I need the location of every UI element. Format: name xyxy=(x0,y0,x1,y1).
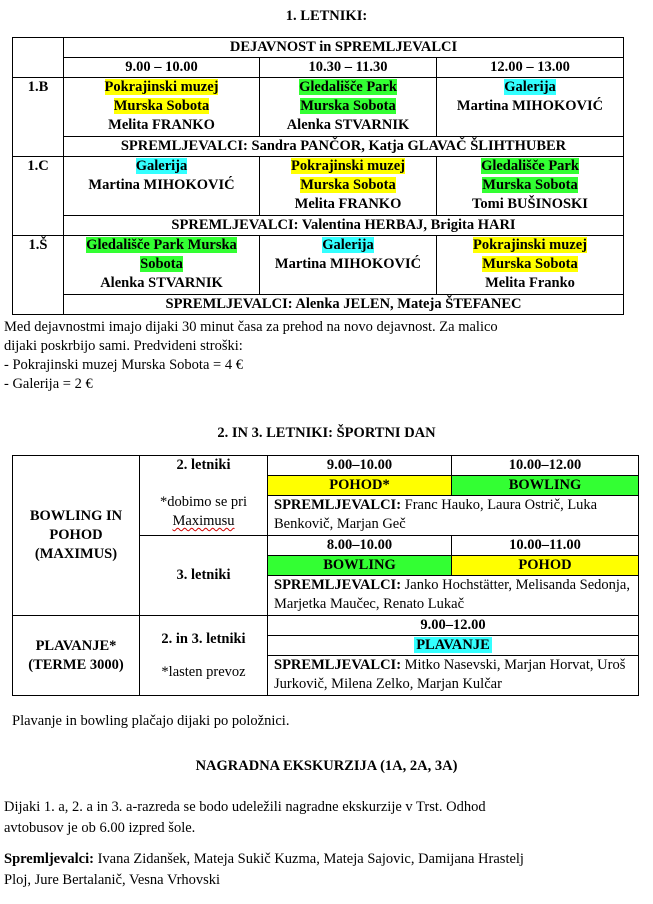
year3-companions xyxy=(268,576,639,616)
activity-bowling: BOWLING xyxy=(452,476,639,496)
companions-label: Spremljevalci: xyxy=(4,851,94,867)
section2-title: 2. IN 3. LETNIKI: ŠPORTNI DAN xyxy=(217,425,436,441)
teacher-name: Melita FRANKO xyxy=(108,117,215,133)
teacher-name: Melita FRANKO xyxy=(294,196,402,212)
bowling-label-line: BOWLING IN xyxy=(29,508,123,524)
place-name: Murska Sobota xyxy=(113,98,210,114)
companions-label: SPREMLJEVALCI: xyxy=(274,497,402,513)
place-name: Pokrajinski muzej xyxy=(291,158,405,174)
place-name: Murska Sobota xyxy=(300,177,396,193)
activity-cell xyxy=(64,236,260,295)
paragraph-line: Dijaki 1. a, 2. a in 3. a-razreda se bodo udeležili nagradne ekskurzije v Trst. Odhod xyxy=(4,799,486,815)
teacher-name: Alenka STVARNIK xyxy=(100,275,223,291)
place-name: Pokrajinski muzej xyxy=(104,79,219,95)
activity-pohod: POHOD xyxy=(452,556,639,576)
year2-note: *dobimo se pri xyxy=(160,494,247,510)
activity-cell xyxy=(260,78,437,137)
teacher-name: Alenka STVARNIK xyxy=(286,117,410,133)
place-name: Murska Sobota xyxy=(482,177,578,193)
class-label-1c: 1.C xyxy=(13,157,64,236)
swimming-label-line: PLAVANJE* xyxy=(35,637,117,654)
teacher-name: Martina MIHOKOVIĆ xyxy=(88,177,235,193)
corner-cell xyxy=(13,38,64,78)
activity-header: DEJAVNOST in SPREMLJEVALCI xyxy=(64,38,624,58)
activity-cell xyxy=(437,236,624,295)
note-line: - Pokrajinski muzej Murska Sobota = 4 € xyxy=(4,357,243,373)
companions-names: Franc Hauko, Laura Ostrič, Luka Benkovič, Marjan Geč xyxy=(274,497,598,532)
place-name: Galerija xyxy=(504,79,556,95)
year2-label: 2. letniki xyxy=(176,457,231,473)
place-name: Murska Sobota xyxy=(300,98,396,114)
teacher-name: Tomi BUŠINOSKI xyxy=(472,196,588,212)
place-name: Gledališče Park xyxy=(481,158,579,174)
section2-note: Plavanje in bowling plačajo dijaki po položnici. xyxy=(12,713,290,729)
sports-day-table xyxy=(12,455,639,696)
place-name: Galerija xyxy=(135,158,188,174)
activity-bowling: BOWLING xyxy=(268,556,452,576)
time-slot: 8.00–10.00 xyxy=(268,536,452,556)
time-slot: 9.00–10.00 xyxy=(268,456,452,476)
time-slot: 10.00–12.00 xyxy=(452,456,639,476)
section3-title: NAGRADNA EKSKURZIJA (1A, 2A, 3A) xyxy=(195,758,458,774)
activity-cell xyxy=(437,78,624,137)
time-slot: 10.00–11.00 xyxy=(452,536,639,556)
teacher-name: Melita Franko xyxy=(485,275,575,291)
place-name: Murska Sobota xyxy=(482,256,578,272)
section1-note xyxy=(4,318,632,394)
swimming-label-cell xyxy=(13,616,140,696)
activity-cell xyxy=(64,157,260,216)
place-name: Gledališče Park Murska xyxy=(86,237,237,253)
note-line: - Galerija = 2 € xyxy=(4,376,93,392)
companions-label: SPREMLJEVALCI: xyxy=(274,657,402,673)
activity-cell xyxy=(260,236,437,295)
year2-companions xyxy=(268,496,639,536)
companions-names: Ivana Zidanšek, Mateja Sukič Kuzma, Mateja Sajovic, Damijana Hrastelj xyxy=(93,851,524,867)
note-line: Med dejavnostmi imajo dijaki 30 minut časa za prehod na novo dejavnost. Za malico xyxy=(4,319,498,335)
companions-row: SPREMLJEVALCI: Alenka JELEN, Mateja ŠTEFANEC xyxy=(64,295,624,315)
place-name: Pokrajinski muzej xyxy=(473,237,587,253)
year2-note-place: Maximusu xyxy=(172,513,235,529)
activity-cell xyxy=(437,157,624,216)
companions-names: Janko Hochstätter, Melisanda Sedonja, Marjetka Maučec, Renato Lukač xyxy=(274,577,630,612)
swimming-time: 9.00–12.00 xyxy=(268,616,639,636)
paragraph-line: avtobusov je ob 6.00 izpred šole. xyxy=(4,820,196,836)
companions-names: Mitko Nasevski, Marjan Horvat, Uroš Jurkovič, Milena Zelko, Marjan Kulčar xyxy=(274,657,626,692)
activity-plavanje: PLAVANJE xyxy=(416,637,490,653)
bowling-label-line: POHOD xyxy=(49,527,103,543)
section3-paragraph xyxy=(4,797,632,839)
bowling-label-line: (MAXIMUS) xyxy=(34,546,118,562)
swimming-years: 2. in 3. letniki xyxy=(161,630,246,647)
companions-label: SPREMLJEVALCI: xyxy=(274,577,402,593)
first-year-schedule-table xyxy=(12,37,624,315)
place-name: Sobota xyxy=(140,256,183,272)
teacher-name: Martina MIHOKOVIĆ xyxy=(274,256,422,272)
swimming-years-cell xyxy=(140,616,268,696)
swimming-activity-cell xyxy=(268,636,639,656)
class-label-1s: 1.Š xyxy=(13,236,64,315)
companions-row: SPREMLJEVALCI: Sandra PANČOR, Katja GLAVAČ ŠLIHTHUBER xyxy=(64,137,624,157)
class-label-1b: 1.B xyxy=(13,78,64,157)
activity-cell xyxy=(64,78,260,137)
bowling-label-cell xyxy=(13,456,140,616)
year3-label: 3. letniki xyxy=(140,536,268,616)
companions-names-cont: Ploj, Jure Bertalanič, Vesna Vrhovski xyxy=(4,872,221,888)
section1-title: 1. LETNIKI: xyxy=(285,8,368,24)
place-name: Galerija xyxy=(322,237,374,253)
note-line: dijaki poskrbijo sami. Predvideni stroški: xyxy=(4,338,243,354)
activity-cell xyxy=(260,157,437,216)
swimming-label-line: (TERME 3000) xyxy=(28,656,124,673)
time-slot-2: 10.30 – 11.30 xyxy=(260,58,437,78)
swimming-companions xyxy=(268,656,639,696)
time-slot-1: 9.00 – 10.00 xyxy=(64,58,260,78)
teacher-name: Martina MIHOKOVIĆ xyxy=(456,98,604,114)
year2-cell xyxy=(140,456,268,536)
time-slot-3: 12.00 – 13.00 xyxy=(437,58,624,78)
place-name: Gledališče Park xyxy=(299,79,397,95)
companions-row: SPREMLJEVALCI: Valentina HERBAJ, Brigita HARI xyxy=(64,216,624,236)
swimming-note: *lasten prevoz xyxy=(161,663,246,680)
section3-companions xyxy=(4,849,632,891)
activity-pohod: POHOD* xyxy=(268,476,452,496)
